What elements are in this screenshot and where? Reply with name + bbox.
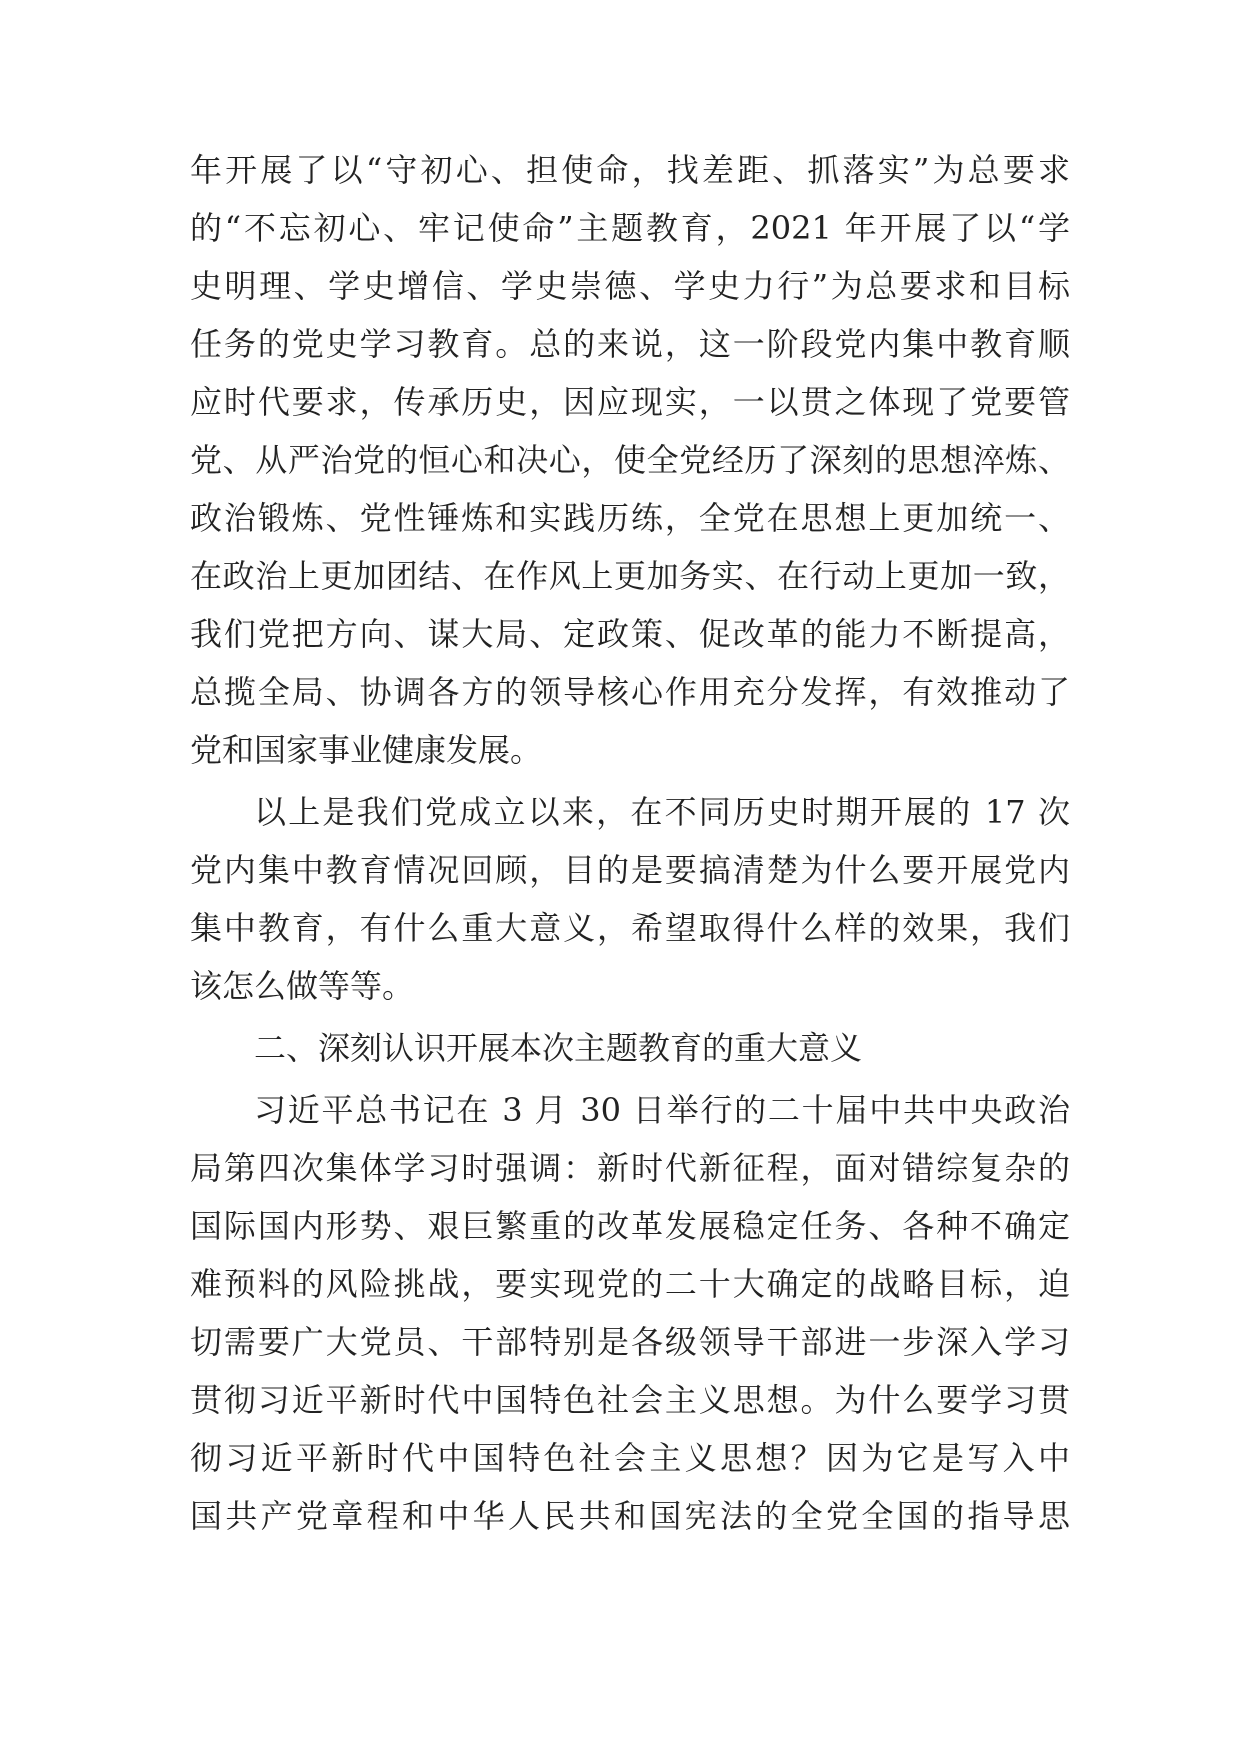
body-text-line: 贯彻习近平新时代中国特色社会主义思想。为什么要学习贯: [190, 1381, 1070, 1419]
body-text-line: 彻习近平新时代中国特色社会主义思想？因为它是写入中: [190, 1439, 1070, 1477]
body-text-line: 党、从严治党的恒心和决心，使全党经历了深刻的思想淬炼、: [190, 441, 1070, 479]
body-text-line: 国共产党章程和中华人民共和国宪法的全党全国的指导思: [190, 1497, 1070, 1535]
body-text-line: 习近平总书记在 3 月 30 日举行的二十届中共中央政治: [254, 1091, 1070, 1129]
body-text-line: 应时代要求，传承历史，因应现实，一以贯之体现了党要管: [190, 383, 1070, 421]
body-text-line: 史明理、学史增信、学史崇德、学史力行”为总要求和目标: [190, 267, 1070, 305]
body-text-line: 集中教育，有什么重大意义，希望取得什么样的效果，我们: [190, 909, 1070, 947]
body-text-line: 政治锻炼、党性锤炼和实践历练，全党在思想上更加统一、: [190, 499, 1070, 537]
body-text-line: 的“不忘初心、牢记使命”主题教育，2021 年开展了以“学: [190, 209, 1070, 247]
body-text-line: 任务的党史学习教育。总的来说，这一阶段党内集中教育顺: [190, 325, 1070, 363]
body-text-line: 该怎么做等等。: [190, 967, 415, 1005]
section-heading: 二、深刻认识开展本次主题教育的重大意义: [254, 1029, 863, 1067]
body-text-line: 年开展了以“守初心、担使命，找差距、抓落实”为总要求: [190, 151, 1070, 189]
body-text-line: 总揽全局、协调各方的领导核心作用充分发挥，有效推动了: [190, 673, 1070, 711]
body-text-line: 在政治上更加团结、在作风上更加务实、在行动上更加一致，: [190, 557, 1070, 595]
body-text-line: 以上是我们党成立以来，在不同历史时期开展的 17 次: [254, 793, 1070, 831]
body-text-line: 难预料的风险挑战，要实现党的二十大确定的战略目标，迫: [190, 1265, 1070, 1303]
body-text-line: 党和国家事业健康发展。: [190, 731, 543, 769]
body-text-line: 我们党把方向、谋大局、定政策、促改革的能力不断提高，: [190, 615, 1070, 653]
body-text-line: 局第四次集体学习时强调：新时代新征程，面对错综复杂的: [190, 1149, 1070, 1187]
body-text-line: 国际国内形势、艰巨繁重的改革发展稳定任务、各种不确定: [190, 1207, 1070, 1245]
body-text-line: 党内集中教育情况回顾，目的是要搞清楚为什么要开展党内: [190, 851, 1070, 889]
body-text-line: 切需要广大党员、干部特别是各级领导干部进一步深入学习: [190, 1323, 1070, 1361]
